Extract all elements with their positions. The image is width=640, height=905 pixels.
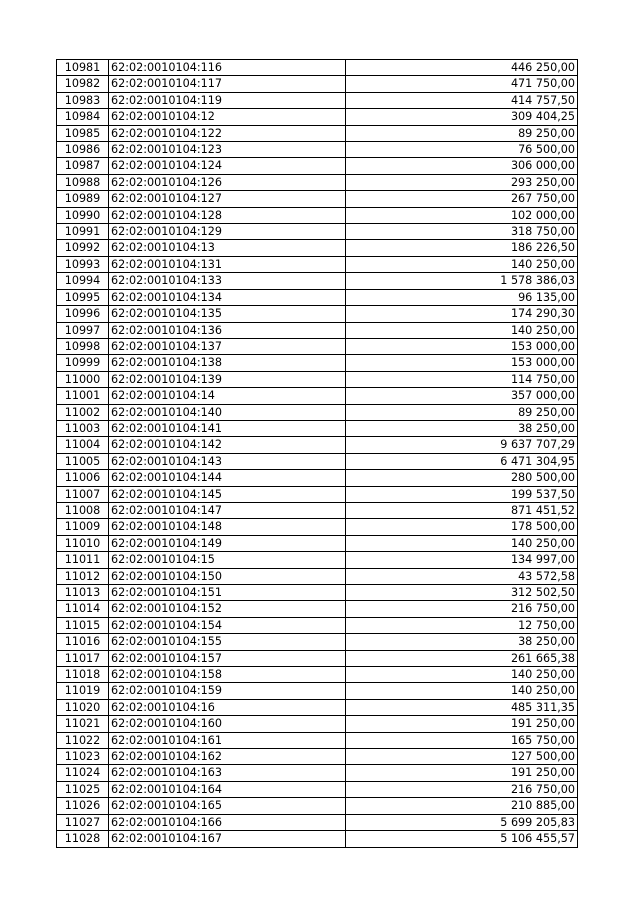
row-number-cell: 10994 <box>57 273 109 289</box>
cadastral-number-cell: 62:02:0010104:140 <box>109 404 346 420</box>
cadastral-value-cell: 140 250,00 <box>346 256 578 272</box>
table-row <box>57 273 578 289</box>
row-number-cell: 11020 <box>57 699 109 715</box>
row-number-cell: 11019 <box>57 683 109 699</box>
row-number-cell: 10987 <box>57 158 109 174</box>
cadastral-value-cell: 5 106 455,57 <box>346 831 578 847</box>
cadastral-number-cell: 62:02:0010104:124 <box>109 158 346 174</box>
table-row <box>57 585 578 601</box>
cadastral-number-cell: 62:02:0010104:16 <box>109 699 346 715</box>
cadastral-value-cell: 96 135,00 <box>346 289 578 305</box>
row-number-cell: 11001 <box>57 388 109 404</box>
row-number-cell: 11010 <box>57 535 109 551</box>
cadastral-value-cell: 38 250,00 <box>346 634 578 650</box>
table-row <box>57 732 578 748</box>
cadastral-number-cell: 62:02:0010104:141 <box>109 420 346 436</box>
table-row <box>57 486 578 502</box>
cadastral-value-cell: 309 404,25 <box>346 109 578 125</box>
table-row <box>57 683 578 699</box>
cadastral-number-cell: 62:02:0010104:155 <box>109 634 346 650</box>
row-number-cell: 11024 <box>57 765 109 781</box>
row-number-cell: 11005 <box>57 453 109 469</box>
cadastral-number-cell: 62:02:0010104:135 <box>109 306 346 322</box>
cadastral-value-table <box>56 59 578 848</box>
cadastral-number-cell: 62:02:0010104:158 <box>109 667 346 683</box>
table-row <box>57 814 578 830</box>
cadastral-value-cell: 153 000,00 <box>346 338 578 354</box>
cadastral-value-cell: 485 311,35 <box>346 699 578 715</box>
table-row <box>57 76 578 92</box>
cadastral-value-cell: 414 757,50 <box>346 92 578 108</box>
row-number-cell: 10995 <box>57 289 109 305</box>
row-number-cell: 10982 <box>57 76 109 92</box>
row-number-cell: 11017 <box>57 650 109 666</box>
row-number-cell: 11025 <box>57 781 109 797</box>
cadastral-value-cell: 140 250,00 <box>346 535 578 551</box>
cadastral-number-cell: 62:02:0010104:13 <box>109 240 346 256</box>
table-row <box>57 125 578 141</box>
row-number-cell: 10985 <box>57 125 109 141</box>
row-number-cell: 10990 <box>57 207 109 223</box>
cadastral-number-cell: 62:02:0010104:117 <box>109 76 346 92</box>
table-row <box>57 699 578 715</box>
cadastral-number-cell: 62:02:0010104:138 <box>109 355 346 371</box>
row-number-cell: 11018 <box>57 667 109 683</box>
cadastral-value-cell: 216 750,00 <box>346 601 578 617</box>
row-number-cell: 11007 <box>57 486 109 502</box>
cadastral-number-cell: 62:02:0010104:123 <box>109 142 346 158</box>
row-number-cell: 11003 <box>57 420 109 436</box>
table-row <box>57 158 578 174</box>
row-number-cell: 10998 <box>57 338 109 354</box>
cadastral-value-cell: 140 250,00 <box>346 322 578 338</box>
cadastral-value-cell: 178 500,00 <box>346 519 578 535</box>
cadastral-value-cell: 199 537,50 <box>346 486 578 502</box>
cadastral-value-cell: 312 502,50 <box>346 585 578 601</box>
table-row <box>57 404 578 420</box>
table-row <box>57 306 578 322</box>
cadastral-number-cell: 62:02:0010104:143 <box>109 453 346 469</box>
cadastral-number-cell: 62:02:0010104:161 <box>109 732 346 748</box>
cadastral-number-cell: 62:02:0010104:167 <box>109 831 346 847</box>
cadastral-value-cell: 446 250,00 <box>346 60 578 76</box>
table-row <box>57 224 578 240</box>
row-number-cell: 10999 <box>57 355 109 371</box>
cadastral-number-cell: 62:02:0010104:152 <box>109 601 346 617</box>
cadastral-number-cell: 62:02:0010104:148 <box>109 519 346 535</box>
cadastral-value-cell: 293 250,00 <box>346 174 578 190</box>
row-number-cell: 11016 <box>57 634 109 650</box>
row-number-cell: 11028 <box>57 831 109 847</box>
cadastral-number-cell: 62:02:0010104:147 <box>109 502 346 518</box>
table-row <box>57 109 578 125</box>
cadastral-number-cell: 62:02:0010104:162 <box>109 749 346 765</box>
row-number-cell: 10984 <box>57 109 109 125</box>
cadastral-number-cell: 62:02:0010104:165 <box>109 798 346 814</box>
row-number-cell: 10992 <box>57 240 109 256</box>
table-row <box>57 92 578 108</box>
row-number-cell: 11011 <box>57 552 109 568</box>
row-number-cell: 10991 <box>57 224 109 240</box>
row-number-cell: 10997 <box>57 322 109 338</box>
table-body <box>57 60 578 848</box>
table-row <box>57 453 578 469</box>
cadastral-number-cell: 62:02:0010104:15 <box>109 552 346 568</box>
row-number-cell: 10993 <box>57 256 109 272</box>
cadastral-value-cell: 134 997,00 <box>346 552 578 568</box>
table-row <box>57 371 578 387</box>
cadastral-value-cell: 89 250,00 <box>346 125 578 141</box>
cadastral-value-cell: 140 250,00 <box>346 683 578 699</box>
cadastral-number-cell: 62:02:0010104:157 <box>109 650 346 666</box>
row-number-cell: 10981 <box>57 60 109 76</box>
table-row <box>57 322 578 338</box>
cadastral-number-cell: 62:02:0010104:14 <box>109 388 346 404</box>
cadastral-number-cell: 62:02:0010104:127 <box>109 191 346 207</box>
table-row <box>57 781 578 797</box>
cadastral-value-cell: 871 451,52 <box>346 502 578 518</box>
cadastral-value-cell: 43 572,58 <box>346 568 578 584</box>
cadastral-number-cell: 62:02:0010104:166 <box>109 814 346 830</box>
cadastral-value-cell: 140 250,00 <box>346 667 578 683</box>
cadastral-number-cell: 62:02:0010104:145 <box>109 486 346 502</box>
cadastral-number-cell: 62:02:0010104:126 <box>109 174 346 190</box>
table-row <box>57 191 578 207</box>
row-number-cell: 11006 <box>57 470 109 486</box>
cadastral-value-cell: 210 885,00 <box>346 798 578 814</box>
cadastral-number-cell: 62:02:0010104:159 <box>109 683 346 699</box>
cadastral-value-cell: 261 665,38 <box>346 650 578 666</box>
table-row <box>57 207 578 223</box>
cadastral-number-cell: 62:02:0010104:137 <box>109 338 346 354</box>
cadastral-value-cell: 89 250,00 <box>346 404 578 420</box>
table-row <box>57 388 578 404</box>
table-row <box>57 502 578 518</box>
cadastral-number-cell: 62:02:0010104:150 <box>109 568 346 584</box>
table-row <box>57 519 578 535</box>
cadastral-value-cell: 165 750,00 <box>346 732 578 748</box>
cadastral-value-cell: 318 750,00 <box>346 224 578 240</box>
cadastral-number-cell: 62:02:0010104:154 <box>109 617 346 633</box>
cadastral-value-cell: 471 750,00 <box>346 76 578 92</box>
cadastral-value-cell: 216 750,00 <box>346 781 578 797</box>
table-row <box>57 798 578 814</box>
cadastral-number-cell: 62:02:0010104:119 <box>109 92 346 108</box>
table-row <box>57 617 578 633</box>
table-row <box>57 60 578 76</box>
row-number-cell: 11009 <box>57 519 109 535</box>
cadastral-number-cell: 62:02:0010104:136 <box>109 322 346 338</box>
table-row <box>57 568 578 584</box>
cadastral-number-cell: 62:02:0010104:164 <box>109 781 346 797</box>
cadastral-value-cell: 280 500,00 <box>346 470 578 486</box>
cadastral-value-cell: 191 250,00 <box>346 765 578 781</box>
row-number-cell: 11012 <box>57 568 109 584</box>
cadastral-number-cell: 62:02:0010104:128 <box>109 207 346 223</box>
table-row <box>57 601 578 617</box>
cadastral-value-cell: 38 250,00 <box>346 420 578 436</box>
table-row <box>57 470 578 486</box>
table-row <box>57 437 578 453</box>
cadastral-number-cell: 62:02:0010104:116 <box>109 60 346 76</box>
row-number-cell: 11021 <box>57 716 109 732</box>
row-number-cell: 11000 <box>57 371 109 387</box>
cadastral-value-cell: 5 699 205,83 <box>346 814 578 830</box>
table-row <box>57 338 578 354</box>
table-row <box>57 667 578 683</box>
cadastral-value-cell: 114 750,00 <box>346 371 578 387</box>
cadastral-number-cell: 62:02:0010104:129 <box>109 224 346 240</box>
cadastral-number-cell: 62:02:0010104:160 <box>109 716 346 732</box>
table-row <box>57 142 578 158</box>
cadastral-value-cell: 186 226,50 <box>346 240 578 256</box>
cadastral-value-cell: 102 000,00 <box>346 207 578 223</box>
row-number-cell: 11004 <box>57 437 109 453</box>
cadastral-value-cell: 174 290,30 <box>346 306 578 322</box>
cadastral-value-cell: 306 000,00 <box>346 158 578 174</box>
table-row <box>57 420 578 436</box>
cadastral-value-cell: 1 578 386,03 <box>346 273 578 289</box>
cadastral-number-cell: 62:02:0010104:149 <box>109 535 346 551</box>
table-row <box>57 256 578 272</box>
cadastral-number-cell: 62:02:0010104:163 <box>109 765 346 781</box>
cadastral-value-cell: 12 750,00 <box>346 617 578 633</box>
cadastral-value-cell: 357 000,00 <box>346 388 578 404</box>
table-row <box>57 355 578 371</box>
row-number-cell: 11022 <box>57 732 109 748</box>
row-number-cell: 11002 <box>57 404 109 420</box>
cadastral-number-cell: 62:02:0010104:131 <box>109 256 346 272</box>
row-number-cell: 10996 <box>57 306 109 322</box>
table-row <box>57 174 578 190</box>
cadastral-value-cell: 6 471 304,95 <box>346 453 578 469</box>
row-number-cell: 11008 <box>57 502 109 518</box>
cadastral-value-cell: 9 637 707,29 <box>346 437 578 453</box>
row-number-cell: 10989 <box>57 191 109 207</box>
cadastral-value-cell: 76 500,00 <box>346 142 578 158</box>
row-number-cell: 10986 <box>57 142 109 158</box>
row-number-cell: 11013 <box>57 585 109 601</box>
row-number-cell: 11027 <box>57 814 109 830</box>
row-number-cell: 11015 <box>57 617 109 633</box>
cadastral-value-cell: 267 750,00 <box>346 191 578 207</box>
row-number-cell: 10988 <box>57 174 109 190</box>
cadastral-value-cell: 153 000,00 <box>346 355 578 371</box>
table-row <box>57 535 578 551</box>
cadastral-number-cell: 62:02:0010104:151 <box>109 585 346 601</box>
cadastral-number-cell: 62:02:0010104:144 <box>109 470 346 486</box>
table-row <box>57 289 578 305</box>
table-row <box>57 240 578 256</box>
cadastral-value-cell: 191 250,00 <box>346 716 578 732</box>
cadastral-number-cell: 62:02:0010104:12 <box>109 109 346 125</box>
table-row <box>57 765 578 781</box>
row-number-cell: 11023 <box>57 749 109 765</box>
table-row <box>57 552 578 568</box>
cadastral-number-cell: 62:02:0010104:133 <box>109 273 346 289</box>
row-number-cell: 11026 <box>57 798 109 814</box>
cadastral-number-cell: 62:02:0010104:134 <box>109 289 346 305</box>
row-number-cell: 10983 <box>57 92 109 108</box>
cadastral-number-cell: 62:02:0010104:139 <box>109 371 346 387</box>
table-row <box>57 749 578 765</box>
table-row <box>57 831 578 847</box>
table-row <box>57 716 578 732</box>
table-row <box>57 634 578 650</box>
cadastral-number-cell: 62:02:0010104:142 <box>109 437 346 453</box>
cadastral-value-cell: 127 500,00 <box>346 749 578 765</box>
table-row <box>57 650 578 666</box>
row-number-cell: 11014 <box>57 601 109 617</box>
cadastral-number-cell: 62:02:0010104:122 <box>109 125 346 141</box>
